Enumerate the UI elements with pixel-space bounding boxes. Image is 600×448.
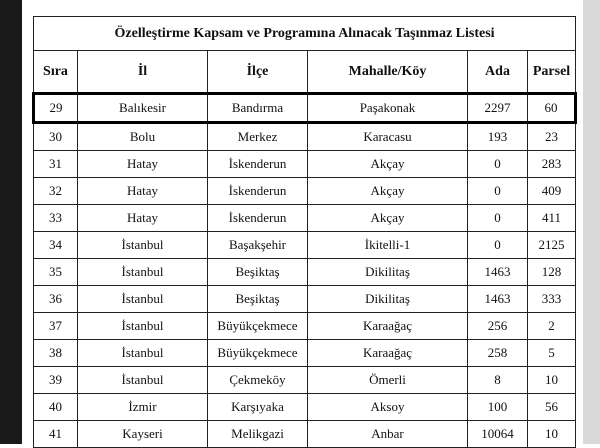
cell-ada: 258: [468, 340, 528, 367]
cell-ilce: Başakşehir: [208, 232, 308, 259]
cell-sira: 36: [34, 286, 78, 313]
cell-ilce: Beşiktaş: [208, 286, 308, 313]
cell-il: İstanbul: [78, 340, 208, 367]
cell-mahalle-koy: Dikilitaş: [308, 286, 468, 313]
cell-ada: 2297: [468, 94, 528, 123]
cell-parsel: 128: [528, 259, 576, 286]
column-header-sira: Sıra: [34, 51, 78, 94]
cell-parsel: 333: [528, 286, 576, 313]
cell-il: İstanbul: [78, 232, 208, 259]
cell-parsel: 2: [528, 313, 576, 340]
cell-sira: 31: [34, 151, 78, 178]
table-row: [34, 421, 576, 448]
cell-il: Hatay: [78, 151, 208, 178]
cell-il: İstanbul: [78, 367, 208, 394]
cell-ada: 0: [468, 178, 528, 205]
cell-ilce: Büyükçekmece: [208, 340, 308, 367]
cell-sira: 35: [34, 259, 78, 286]
cell-mahalle-koy: Akçay: [308, 205, 468, 232]
table-row: [34, 259, 576, 286]
title-row: [34, 17, 576, 51]
cell-ilce: İskenderun: [208, 151, 308, 178]
cell-ada: 0: [468, 151, 528, 178]
cell-parsel: 10: [528, 367, 576, 394]
cell-mahalle-koy: Karacasu: [308, 123, 468, 151]
cell-il: İstanbul: [78, 286, 208, 313]
cell-mahalle-koy: Ömerli: [308, 367, 468, 394]
cell-parsel: 5: [528, 340, 576, 367]
column-header-parsel: Parsel: [528, 51, 576, 94]
cell-ilce: Büyükçekmece: [208, 313, 308, 340]
cell-ilce: Melikgazi: [208, 421, 308, 448]
cell-parsel: 60: [528, 94, 576, 123]
cell-ilce: İskenderun: [208, 178, 308, 205]
cell-sira: 39: [34, 367, 78, 394]
cell-ada: 193: [468, 123, 528, 151]
cell-ada: 8: [468, 367, 528, 394]
document-page: [22, 0, 583, 444]
table-row: [34, 340, 576, 367]
cell-ada: 0: [468, 205, 528, 232]
cell-mahalle-koy: Paşakonak: [308, 94, 468, 123]
cell-sira: 30: [34, 123, 78, 151]
cell-parsel: 411: [528, 205, 576, 232]
cell-mahalle-koy: Karaağaç: [308, 340, 468, 367]
cell-mahalle-koy: Aksoy: [308, 394, 468, 421]
cell-sira: 37: [34, 313, 78, 340]
cell-ada: 1463: [468, 286, 528, 313]
cell-sira: 34: [34, 232, 78, 259]
table-row: [34, 178, 576, 205]
column-header-ada: Ada: [468, 51, 528, 94]
cell-parsel: 409: [528, 178, 576, 205]
cell-sira: 41: [34, 421, 78, 448]
column-header-il: İl: [78, 51, 208, 94]
cell-parsel: 2125: [528, 232, 576, 259]
cell-ilce: Merkez: [208, 123, 308, 151]
table-body: [34, 94, 576, 448]
cell-ilce: Çekmeköy: [208, 367, 308, 394]
table-row: [34, 367, 576, 394]
cell-sira: 33: [34, 205, 78, 232]
cell-mahalle-koy: İkitelli-1: [308, 232, 468, 259]
cell-mahalle-koy: Dikilitaş: [308, 259, 468, 286]
cell-il: Balıkesir: [78, 94, 208, 123]
cell-ada: 10064: [468, 421, 528, 448]
cell-ada: 1463: [468, 259, 528, 286]
cell-ilce: İskenderun: [208, 205, 308, 232]
cell-il: İstanbul: [78, 313, 208, 340]
cell-sira: 38: [34, 340, 78, 367]
cell-ada: 0: [468, 232, 528, 259]
header-row: [34, 51, 576, 94]
cell-ilce: Bandırma: [208, 94, 308, 123]
table-row: [34, 232, 576, 259]
cell-ilce: Karşıyaka: [208, 394, 308, 421]
cell-il: Kayseri: [78, 421, 208, 448]
cell-parsel: 56: [528, 394, 576, 421]
cell-mahalle-koy: Akçay: [308, 178, 468, 205]
cell-sira: 29: [34, 94, 78, 123]
column-header-ilce: İlçe: [208, 51, 308, 94]
cell-parsel: 283: [528, 151, 576, 178]
left-page-edge: [0, 0, 22, 444]
cell-sira: 32: [34, 178, 78, 205]
cell-il: İstanbul: [78, 259, 208, 286]
right-page-edge: [583, 0, 600, 444]
cell-ilce: Beşiktaş: [208, 259, 308, 286]
table-row: [34, 151, 576, 178]
cell-parsel: 23: [528, 123, 576, 151]
cell-il: İzmir: [78, 394, 208, 421]
cell-il: Hatay: [78, 205, 208, 232]
table-row: [34, 394, 576, 421]
property-list-table: [32, 16, 577, 448]
column-header-mahalle-koy: Mahalle/Köy: [308, 51, 468, 94]
cell-il: Hatay: [78, 178, 208, 205]
table-row: [34, 313, 576, 340]
cell-mahalle-koy: Anbar: [308, 421, 468, 448]
cell-ada: 256: [468, 313, 528, 340]
cell-parsel: 10: [528, 421, 576, 448]
table-title: Özelleştirme Kapsam ve Programına Alınacak Taşınmaz Listesi: [34, 17, 576, 51]
cell-mahalle-koy: Akçay: [308, 151, 468, 178]
table-row: [34, 123, 576, 151]
cell-mahalle-koy: Karaağaç: [308, 313, 468, 340]
cell-ada: 100: [468, 394, 528, 421]
table-row: [34, 205, 576, 232]
cell-il: Bolu: [78, 123, 208, 151]
table-row: [34, 286, 576, 313]
cell-sira: 40: [34, 394, 78, 421]
table-row: [34, 94, 576, 123]
